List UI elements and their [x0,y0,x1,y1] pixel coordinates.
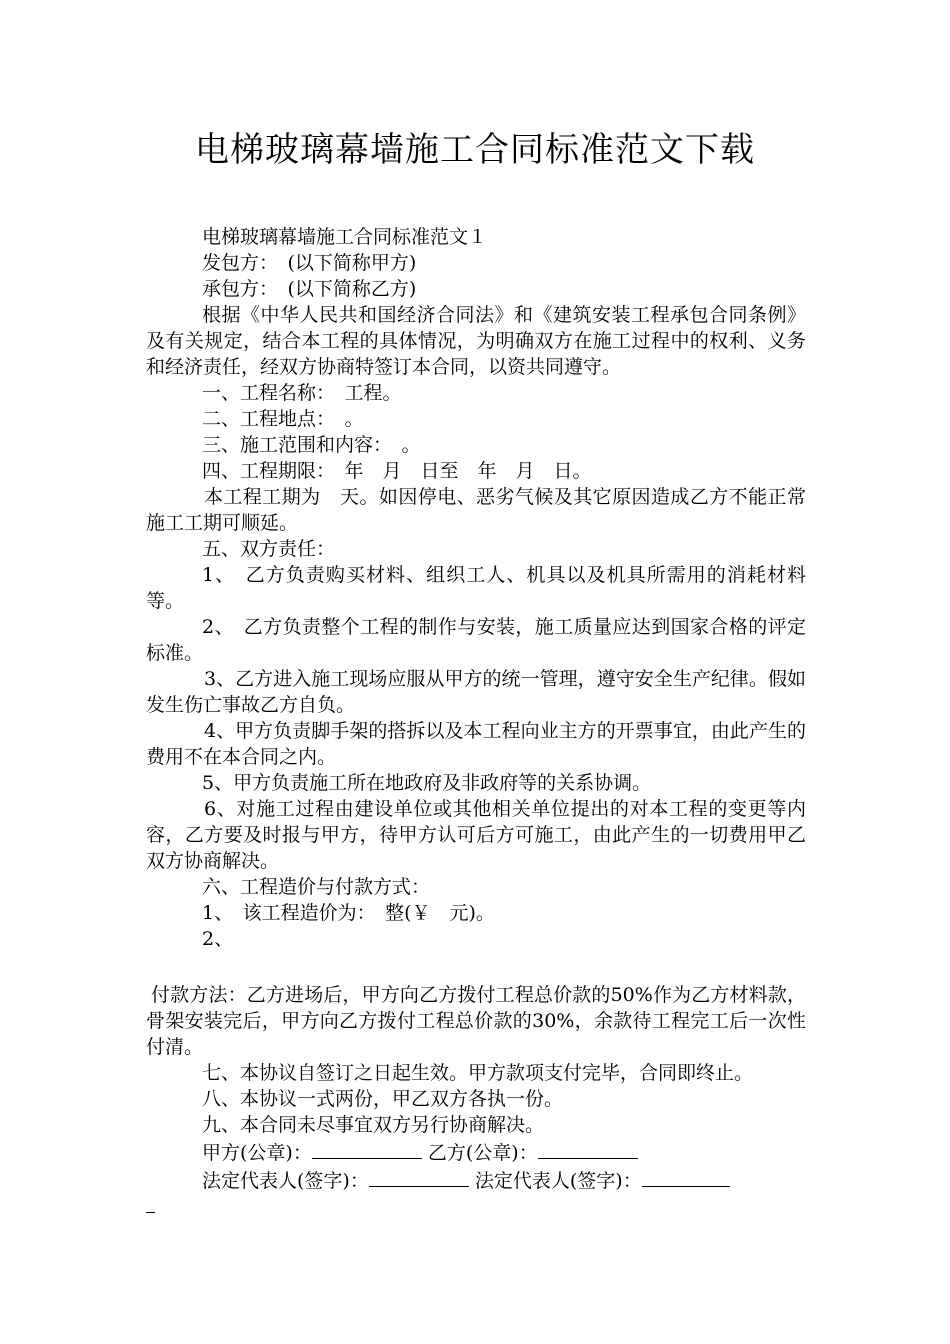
price-item-1: 1、 该工程造价为： 整(￥ 元)。 [202,902,495,924]
party-a-rep-label: 法定代表人(签字)： [202,1170,369,1192]
clause-period: 四、工程期限： 年 月 日至 年 月 日。 [202,460,592,482]
preamble-paragraph: 根据《中华人民共和国经济合同法》和《建筑安装工程承包合同条例》及有关规定，结合本工程的具体情况，为明确双方在施工过程中的权利、义务和经济责任，经双方协商特签订本合同，以资共同遵守。 [146,304,806,378]
document-body [146,224,806,1213]
clause-responsibilities: 五、双方责任： [202,538,336,560]
party-b-rep-blank [642,1166,730,1187]
clause-misc: 九、本合同未尽事宜双方另行协商解决。 [202,1114,545,1136]
clause-scope: 三、施工范围和内容： 。 [202,434,421,456]
blank-gap [146,952,806,982]
contract-heading: 电梯玻璃幕墙施工合同标准范文１ [202,226,488,248]
responsibility-item-5: 5、甲方负责施工所在地政府及非政府等的关系协调。 [202,772,652,794]
party-b-rep-label: 法定代表人(签字)： [474,1170,642,1192]
contractor-line: 承包方： (以下简称乙方) [202,278,417,300]
responsibility-item-1: 1、 乙方负责购买材料、组织工人、机具以及机具所需用的消耗材料等。 [146,564,806,612]
seal-line [146,1138,806,1166]
party-b-seal-label: 乙方(公章)： [427,1142,538,1164]
clause-duration-paragraph: 本工程工期为 天。如因停电、恶劣气候及其它原因造成乙方不能正常施工工期可顺延。 [146,486,806,534]
responsibility-item-3: 3、乙方进入施工现场应服从甲方的统一管理，遵守安全生产纪律。假如发生伤亡事故乙方自负。 [146,668,806,716]
clause-copies: 八、本协议一式两份，甲乙双方各执一份。 [202,1088,564,1110]
clause-project-name: 一、工程名称： 工程。 [202,382,402,404]
employer-line: 发包方： (以下简称甲方) [202,252,417,274]
party-a-rep-blank [369,1166,469,1187]
responsibility-item-2: 2、 乙方负责整个工程的制作与安装，施工质量应达到国家合格的评定标准。 [146,616,806,664]
clause-price-payment: 六、工程造价与付款方式： [202,876,431,898]
party-a-seal-label: 甲方(公章)： [202,1142,312,1164]
price-item-2: 2、 [202,928,234,950]
representative-line [146,1166,806,1194]
party-a-seal-blank [312,1138,422,1159]
party-b-seal-blank [538,1138,638,1159]
responsibility-item-6: 6、对施工过程由建设单位或其他相关单位提出的对本工程的变更等内容，乙方要及时报与甲方，待甲方认可后方可施工，由此产生的一切费用甲乙双方协商解决。 [146,798,806,872]
document-title: 电梯玻璃幕墙施工合同标准范文下载 [195,130,755,170]
signature-blank-continuation [146,1194,155,1213]
payment-method-paragraph: 付款方法：乙方进场后，甲方向乙方拨付工程总价款的50%作为乙方材料款，骨架安装完后，甲方向乙方拨付工程总价款的30%，余款待工程完工后一次性付清。 [146,984,806,1058]
clause-project-location: 二、工程地点： 。 [202,408,364,430]
responsibility-item-4: 4、甲方负责脚手架的搭拆以及本工程向业主方的开票事宜，由此产生的费用不在本合同之内。 [146,720,806,768]
clause-effective: 七、本协议自签订之日起生效。甲方款项支付完毕，合同即终止。 [202,1062,754,1084]
